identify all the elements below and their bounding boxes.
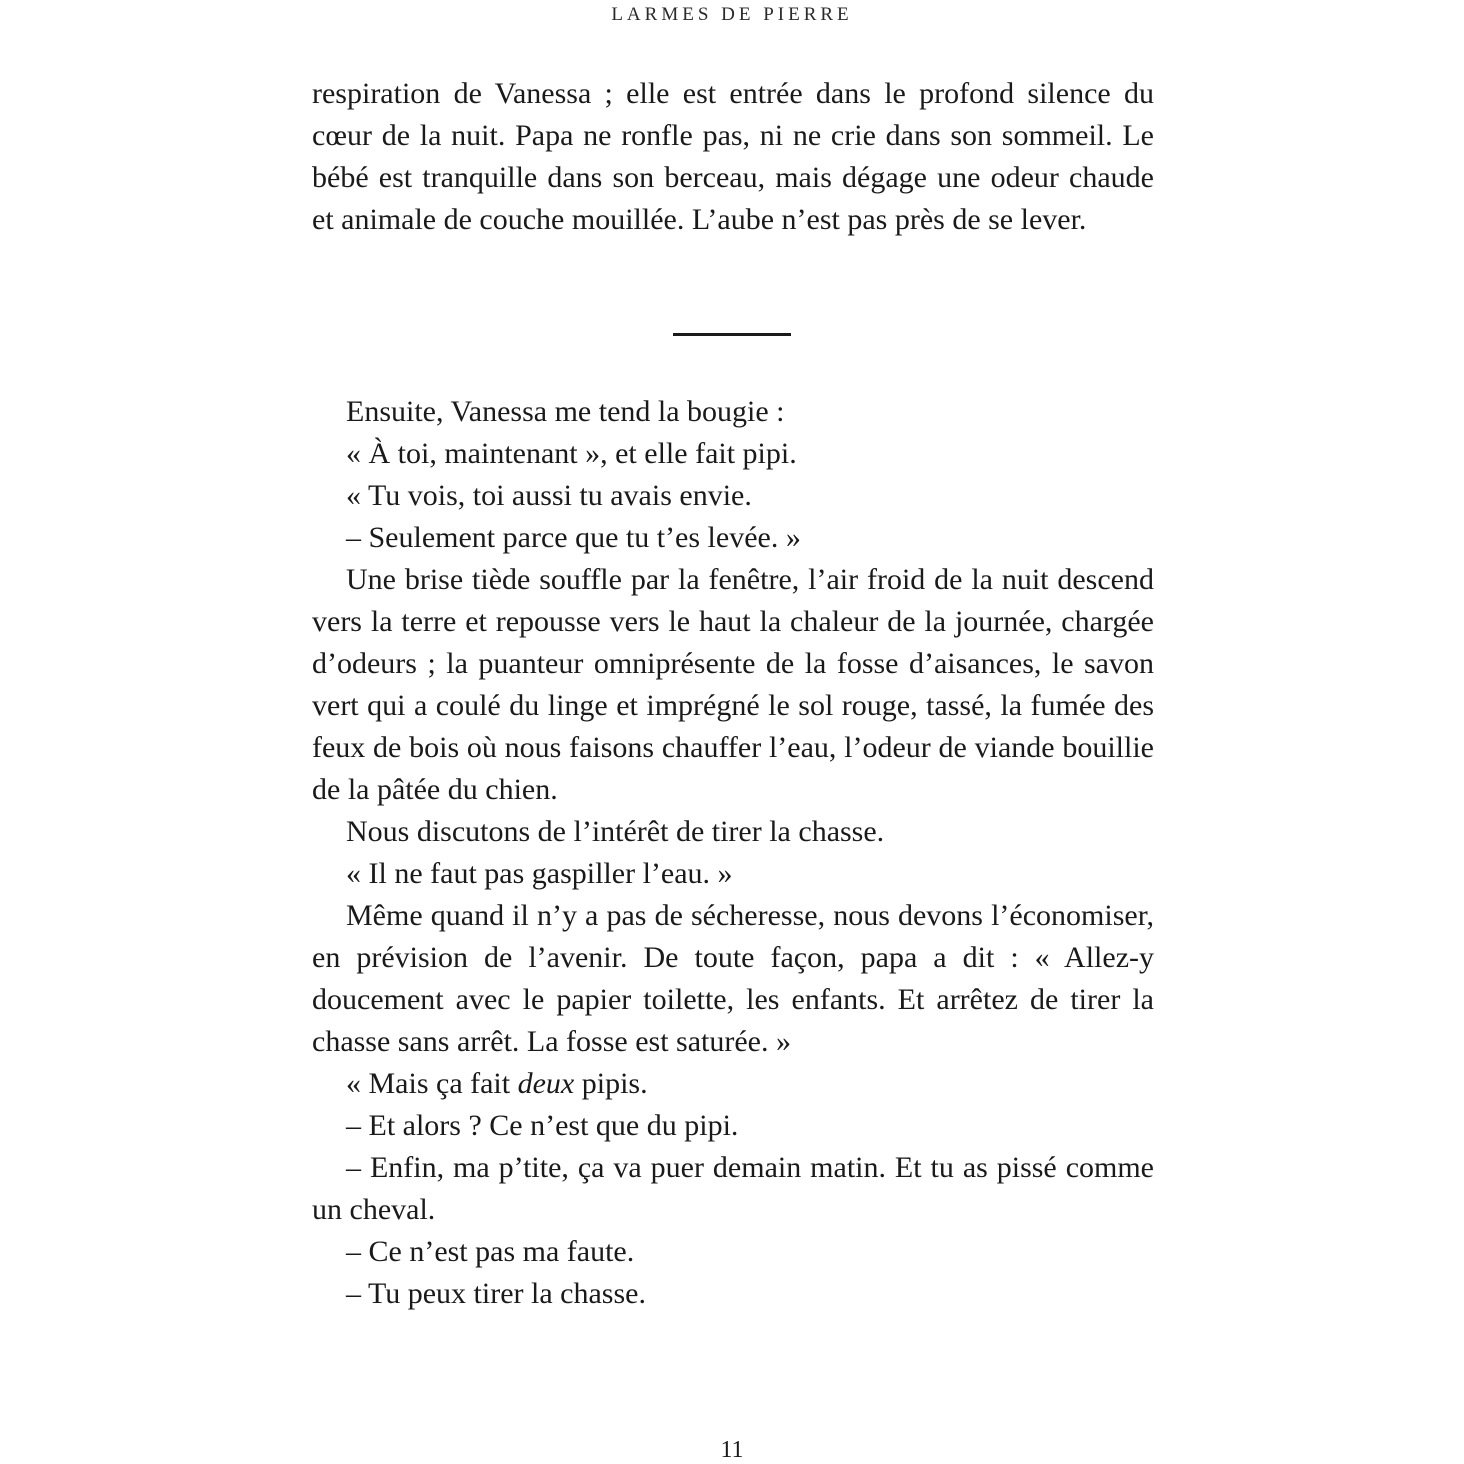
paragraph: – Enfin, ma p’tite, ça va puer demain matin. Et tu as pissé comme un cheval. (312, 1151, 1154, 1226)
paragraph: « À toi, maintenant », et elle fait pipi. (346, 437, 797, 470)
paragraph-with-emphasis (312, 1063, 1154, 1105)
text-before-emphasis: « Mais ça fait (346, 1067, 518, 1100)
text-block-section (312, 391, 1154, 1315)
paragraph: Ensuite, Vanessa me tend la bougie : (346, 395, 785, 428)
section-separator-rule (673, 333, 791, 336)
text-after-emphasis: pipis. (574, 1067, 648, 1100)
paragraph: – Ce n’est pas ma faute. (346, 1235, 635, 1268)
page-number: 11 (720, 1437, 744, 1463)
emphasized-word: deux (517, 1067, 575, 1100)
paragraph: – Seulement parce que tu t’es levée. » (346, 521, 801, 554)
paragraph: – Et alors ? Ce n’est que du pipi. (346, 1109, 739, 1142)
paragraph: Une brise tiède souffle par la fenêtre, l’air froid de la nuit descend vers la terre et repousse vers le haut la chaleur de la journée, chargée d’odeurs ; la puanteur omniprésente de la fosse d’aisances, le savon vert qui a coulé du linge et imprégné le sol rouge, tassé, la fumée des feux de bois où nous faisons chauffer l’eau, l’odeur de viande bouillie de la pâtée du chien. (312, 563, 1154, 806)
paragraph: Même quand il n’y a pas de sécheresse, nous devons l’économiser, en prévision de l’avenir. De toute façon, papa a dit : « Allez-y doucement avec le papier toilette, les enfants. Et arrêtez de tirer la chasse sans arrêt. La fosse est saturée. » (312, 899, 1154, 1058)
paragraph: Nous discutons de l’intérêt de tirer la chasse. (346, 815, 885, 848)
paragraph: « Il ne faut pas gaspiller l’eau. » (346, 857, 733, 890)
text-block-top (312, 73, 1154, 241)
running-head: LARMES DE PIERRE (611, 4, 853, 25)
paragraph: « Tu vois, toi aussi tu avais envie. (346, 479, 752, 512)
paragraph: – Tu peux tirer la chasse. (346, 1277, 646, 1310)
paragraph-continuation: respiration de Vanessa ; elle est entrée dans le profond silence du cœur de la nuit. Papa ne ronfle pas, ni ne crie dans son sommeil. Le bébé est tranquille dans son berceau, mais dégage une odeur chaude et animale de couche mouillée. L’aube n’est pas près de se lever. (312, 77, 1154, 236)
